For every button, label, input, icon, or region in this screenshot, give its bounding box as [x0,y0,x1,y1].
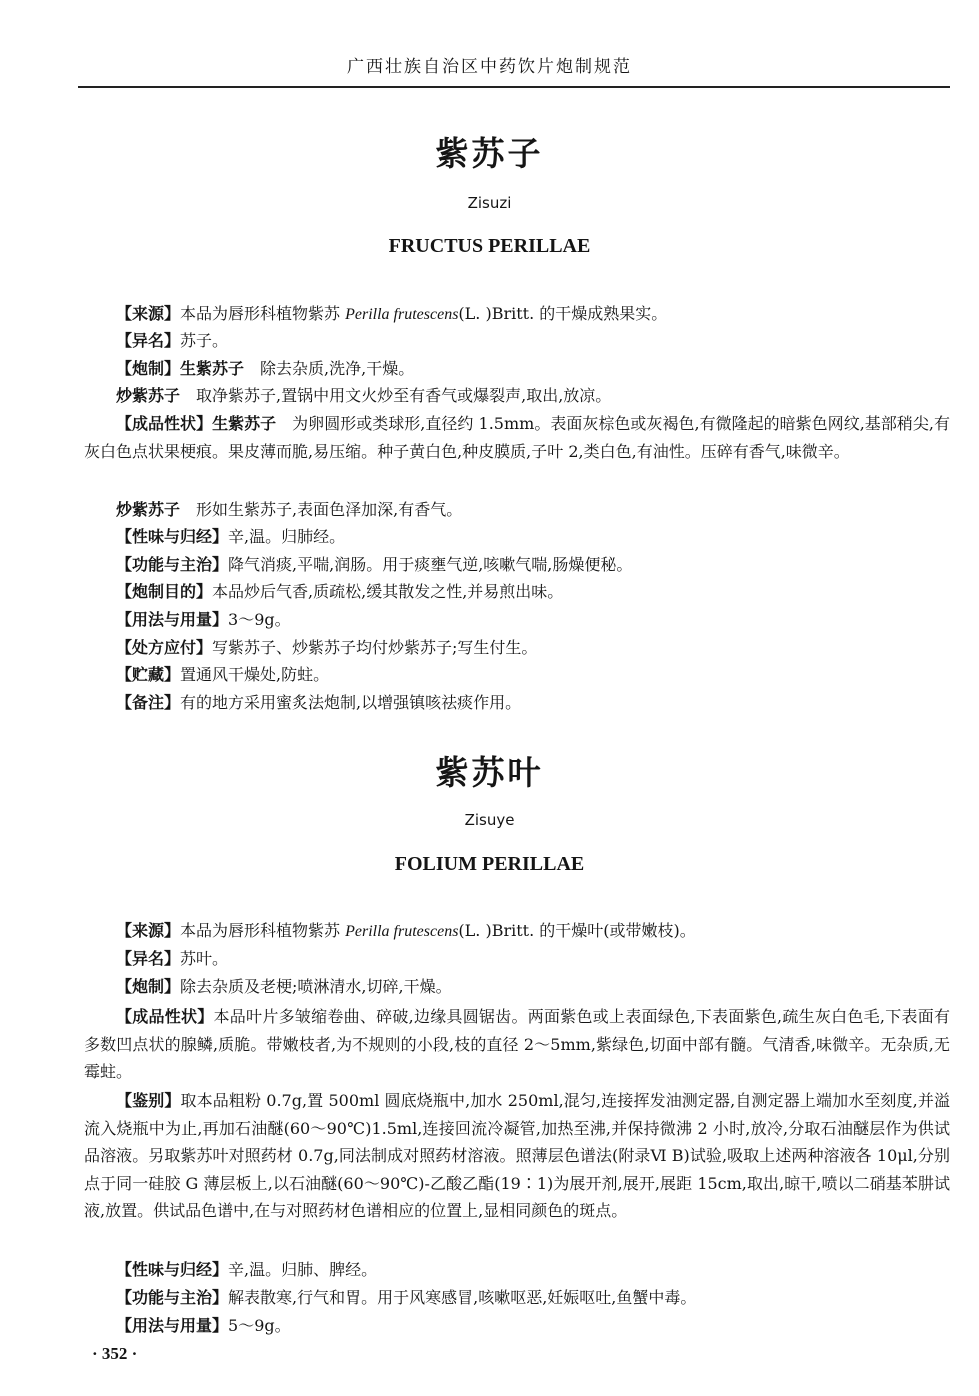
text: 为卵圆形或类球形,直径约 1.5mm。表面灰棕色或灰褐色,有微隆起的暗紫色网纹,基部稍尖,有灰白色点状果梗痕。果皮薄而脆,易压缩。种子黄白色,种皮膜质,子叶 2,类白色,有油性。压碎有香气,味微辛。 [84,414,950,461]
text: 苏叶。 [180,949,229,968]
entry2-character [84,1003,950,1086]
text: 取净紫苏子,置锅中用文火炒至有香气或爆裂声,取出,放凉。 [180,386,612,405]
entry1-character-fried [84,496,950,524]
entry1-processing [84,355,950,383]
entry1-purpose [84,578,950,606]
text: 置通风干燥处,防蛀。 [180,665,330,684]
entry1-prescription [84,634,950,662]
latin-binomial: Perilla frutescens [345,923,459,940]
entry2-alias [84,945,950,973]
text: 除去杂质及老梗;喷淋清水,切碎,干燥。 [180,977,452,996]
text: 取本品粗粉 0.7g,置 500ml 圆底烧瓶中,加水 250ml,混匀,连接挥发油测定器,自测定器上端加水至刻度,并溢流入烧瓶中为止,再加石油醚(60～90℃)1.5ml,连接回流冷凝管,加热至沸,并保持微沸 2 小时,放冷,分取石油醚层作为供试品溶液。另取紫苏叶对照药材 0.7g,同法制成对照药材溶液。照薄层色谱法(附录Ⅵ B)试验,吸取上述两种溶液各 10μl,分别点于同一硅胶 G 薄层板上,以石油醚(60～90℃)-乙酸乙酯(19∶1)为展开剂,展开,展距 15cm,取出,晾干,喷以二硝基苯肼试液,放置。供试品色谱中,在与对照药材色谱相应的位置上,显相同颜色的斑点。 [84,1091,950,1220]
label: 【炮制目的】 [116,582,213,601]
label: 【用法与用量】 [116,1316,229,1335]
entry1-storage [84,661,950,689]
label: 【炮制】 [116,977,181,996]
entry1-function [84,551,950,579]
entry2-source [84,917,950,946]
entry2-pinyin: Zisuye [464,811,515,829]
label: 【成品性状】 [116,1007,214,1026]
entry1-source [84,300,950,329]
text: 解表散寒,行气和胃。用于风寒感冒,咳嗽呕恶,妊娠呕吐,鱼蟹中毒。 [228,1288,697,1307]
label: 【备注】 [116,693,181,712]
entry1-latin-name: FRUCTUS PERILLAE [388,235,591,257]
text: 本品为唇形科植物紫苏 [180,921,346,940]
label: 【贮藏】 [116,665,181,684]
entry2-dosage [84,1312,950,1340]
entry1-pinyin: Zisuzi [467,194,512,212]
entry1-processing-fried [84,382,950,410]
label: 【功能与主治】 [116,555,229,574]
sublabel: 生紫苏子 [212,414,277,433]
entry1-note [84,689,950,717]
label: 【用法与用量】 [116,610,229,629]
label: 【处方应付】 [116,638,213,657]
label: 【性味与归经】 [116,1260,229,1279]
entry1-alias [84,327,950,355]
text: 辛,温。归肺经。 [228,527,346,546]
label: 【来源】 [116,921,181,940]
label: 【炮制】 [116,359,181,378]
latin-binomial: Perilla frutescens [345,306,459,323]
entry1-taste [84,523,950,551]
label: 【性味与归经】 [116,527,229,546]
header-rule [78,86,950,88]
text: 除去杂质,洗净,干燥。 [244,359,415,378]
label: 【异名】 [116,949,181,968]
text: 本品叶片多皱缩卷曲、碎破,边缘具圆锯齿。两面紫色或上表面绿色,下表面紫色,疏生灰白色毛,下表面有多数凹点状的腺鳞,质脆。带嫩枝者,为不规则的小段,枝的直径 2～5mm,紫绿色,切面中部有髓。气清香,味微辛。无杂质,无霉蛀。 [84,1007,950,1081]
sublabel: 炒紫苏子 [116,386,181,405]
text: 苏子。 [180,331,229,350]
label: 【成品性状】 [116,414,213,433]
text: 降气消痰,平喘,润肠。用于痰壅气逆,咳嗽气喘,肠燥便秘。 [228,555,633,574]
text: (L. )Britt. 的干燥叶(或带嫩枝)。 [458,921,696,940]
text: 本品炒后气香,质疏松,缓其散发之性,并易煎出味。 [212,582,564,601]
text: 辛,温。归肺、脾经。 [228,1260,378,1279]
text: 5～9g。 [228,1316,291,1335]
page-number: · 352 · [92,1344,138,1363]
text: 本品为唇形科植物紫苏 [180,304,346,323]
text: 写紫苏子、炒紫苏子均付炒紫苏子;写生付生。 [212,638,538,657]
label: 【功能与主治】 [116,1288,229,1307]
label: 【鉴别】 [116,1091,181,1110]
text: 3～9g。 [228,610,291,629]
entry1-dosage [84,606,950,634]
entry2-latin-name: FOLIUM PERILLAE [394,853,585,875]
label: 【异名】 [116,331,181,350]
entry2-function [84,1284,950,1312]
running-header: 广西壮族自治区中药饮片炮制规范 [347,57,632,77]
entry2-identification [84,1087,950,1225]
sublabel: 生紫苏子 [180,359,245,378]
text: 有的地方采用蜜炙法炮制,以增强镇咳祛痰作用。 [180,693,522,712]
entry2-taste [84,1256,950,1284]
entry2-title: 紫苏叶 [435,753,544,792]
text: (L. )Britt. 的干燥成熟果实。 [458,304,668,323]
entry1-title: 紫苏子 [435,134,544,173]
text: 形如生紫苏子,表面色泽加深,有香气。 [180,500,463,519]
entry2-processing [84,973,950,1001]
sublabel: 炒紫苏子 [116,500,181,519]
label: 【来源】 [116,304,181,323]
entry1-character [84,410,950,465]
